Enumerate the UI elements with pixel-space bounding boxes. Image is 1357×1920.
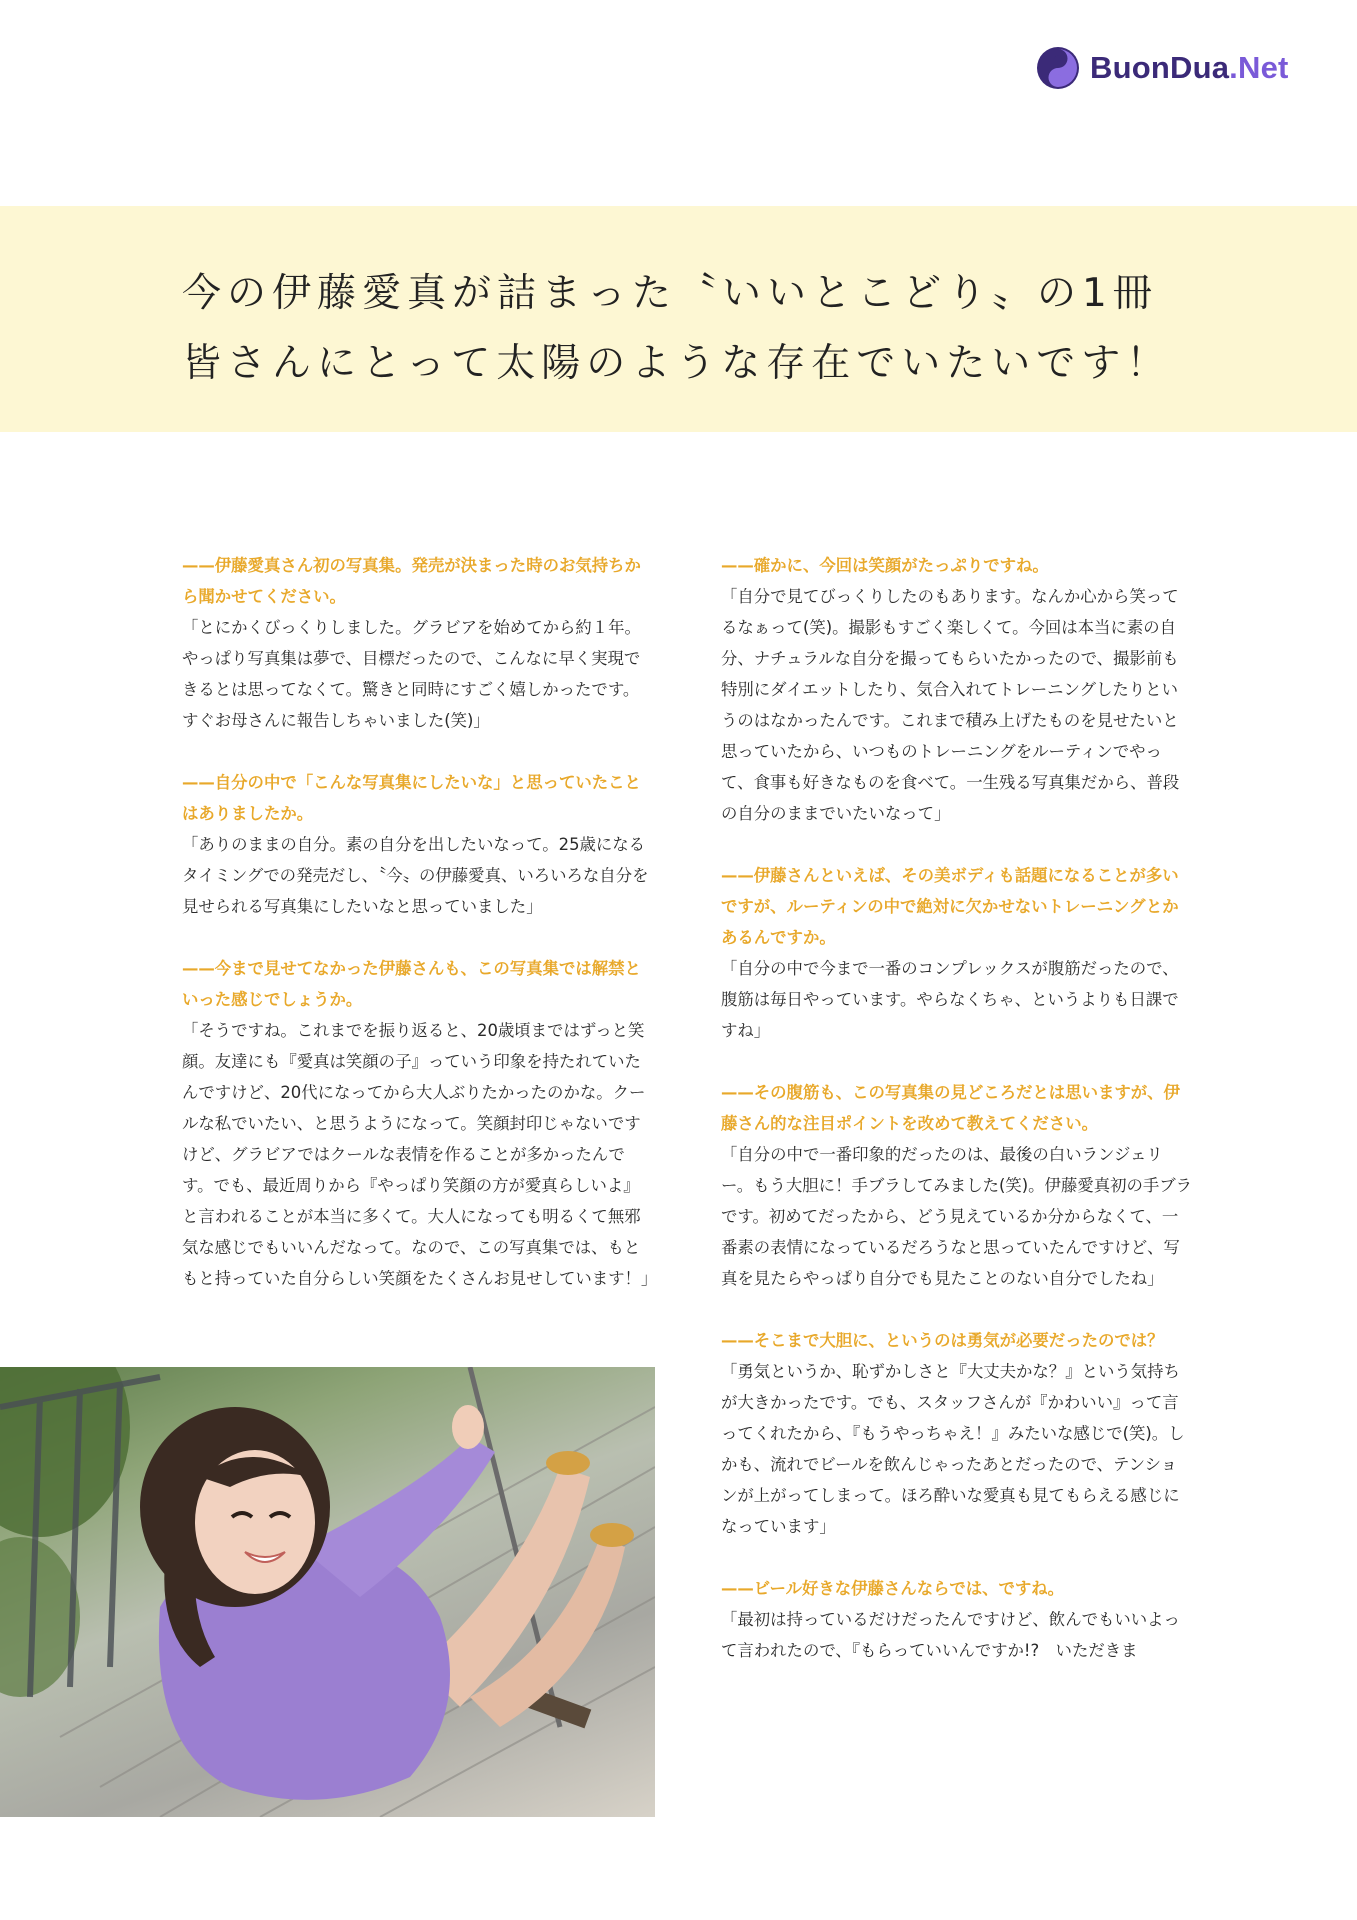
interview-answer: 「とにかくびっくりしました。グラビアを始めてから約１年。やっぱり写真集は夢で、目標だったので、こんなに早く実現できるとは思ってなくて。驚きと同時にすごく嬉しかったです。すぐお母さんに報告しちゃいました(笑)」 [182,618,641,730]
interview-question: ——確かに、今回は笑顔がたっぷりですね。 [721,556,1049,575]
headline-line-2: 皆さんにとって太陽のような存在でいたいです！ [182,341,1172,386]
interview-question: ——そこまで大胆に、というのは勇気が必要だったのでは？ [721,1331,1164,1350]
interview-question: ——伊藤さんといえば、その美ボディも話題になることが多いですが、ルーティンの中で絶対に欠かせないトレーニングとかあるんですか。 [721,866,1179,947]
brand-name: BuonDua.Net [1090,50,1289,85]
headline-line-1: 今の伊藤愛真が詰まった〝いいとこどり〟の1冊 [182,271,1158,316]
right-column [721,550,1193,1697]
interview-answer: 「ありのままの自分。素の自分を出したいなって。25歳になるタイミングでの発売だし、〝今〟の伊藤愛真、いろいろな自分を見せられる写真集にしたいなと思っていました」 [182,835,649,916]
interview-question: ——伊藤愛真さん初の写真集。発売が決まった時のお気持ちから聞かせてください。 [182,556,641,606]
interview-answer: 「最初は持っているだけだったんですけど、飲んでもいいよって言われたので、『もらっていいんですか!? いただきま [721,1610,1180,1660]
interview-question: ——ビール好きな伊藤さんならでは、ですね。 [721,1579,1065,1598]
buondua-logo-icon [1036,46,1080,90]
left-column [182,550,658,1325]
photo-illustration [0,1367,655,1817]
interview-answer: 「自分で見てびっくりしたのもあります。なんか心から笑ってるなぁって(笑)。撮影もすごく楽しくて。今回は本当に素の自分、ナチュラルな自分を撮ってもらいたかったので、撮影前も特別にダイエットしたり、気合入れてトレーニングしたりというのはなかったんです。これまで積み上げたものを見せたいと思っていたから、いつものトレーニングをルーティンでやって、食事も好きなものを食べて。一生残る写真集だから、普段の自分のままでいたいなって」 [721,587,1180,823]
brand-logo[interactable] [1036,46,1289,90]
interview-question: ——自分の中で「こんな写真集にしたいな」と思っていたことはありましたか。 [182,773,641,823]
interview-answer: 「自分の中で今まで一番のコンプレックスが腹筋だったので、腹筋は毎日やっています。やらなくちゃ、というよりも日課ですね」 [721,959,1179,1040]
interview-answer: 「そうですね。これまでを振り返ると、20歳頃まではずっと笑顔。友達にも『愛真は笑顔の子』っていう印象を持たれていたんですけど、20代になってから大人ぶりたかったのかな。クールな私でいたい、と思うようになって。笑顔封印じゃないですけど、グラビアではクールな表情を作ることが多かったんです。でも、最近周りから『やっぱり笑顔の方が愛真らしいよ』と言われることが本当に多くて。大人になっても明るくて無邪気な感じでもいいんだなって。なので、この写真集では、もともと持っていた自分らしい笑顔をたくさんお見せしています！」 [182,1021,658,1288]
interview-question: ——今まで見せてなかった伊藤さんも、この写真集では解禁といった感じでしょうか。 [182,959,641,1009]
interview-question: ——その腹筋も、この写真集の見どころだとは思いますが、伊藤さん的な注目ポイントを改めて教えてください。 [721,1083,1180,1133]
interview-answer: 「勇気というか、恥ずかしさと『大丈夫かな？』という気持ちが大きかったです。でも、スタッフさんが『かわいい』って言ってくれたから、『もうやっちゃえ！』みたいな感じで(笑)。しかも、流れでビールを飲んじゃったあとだったので、テンションが上がってしまって。ほろ酔いな愛真も見てもらえる感じになっています」 [721,1362,1185,1536]
interview-answer: 「自分の中で一番印象的だったのは、最後の白いランジェリー。もう大胆に！手ブラしてみました(笑)。伊藤愛真初の手ブラです。初めてだったから、どう見えているか分からなくて、一番素の表情になっているだろうなと思っていたんですけど、写真を見たらやっぱり自分でも見たことのない自分でしたね」 [721,1145,1193,1288]
portrait-photo [0,1367,655,1817]
headline-banner [0,206,1357,432]
